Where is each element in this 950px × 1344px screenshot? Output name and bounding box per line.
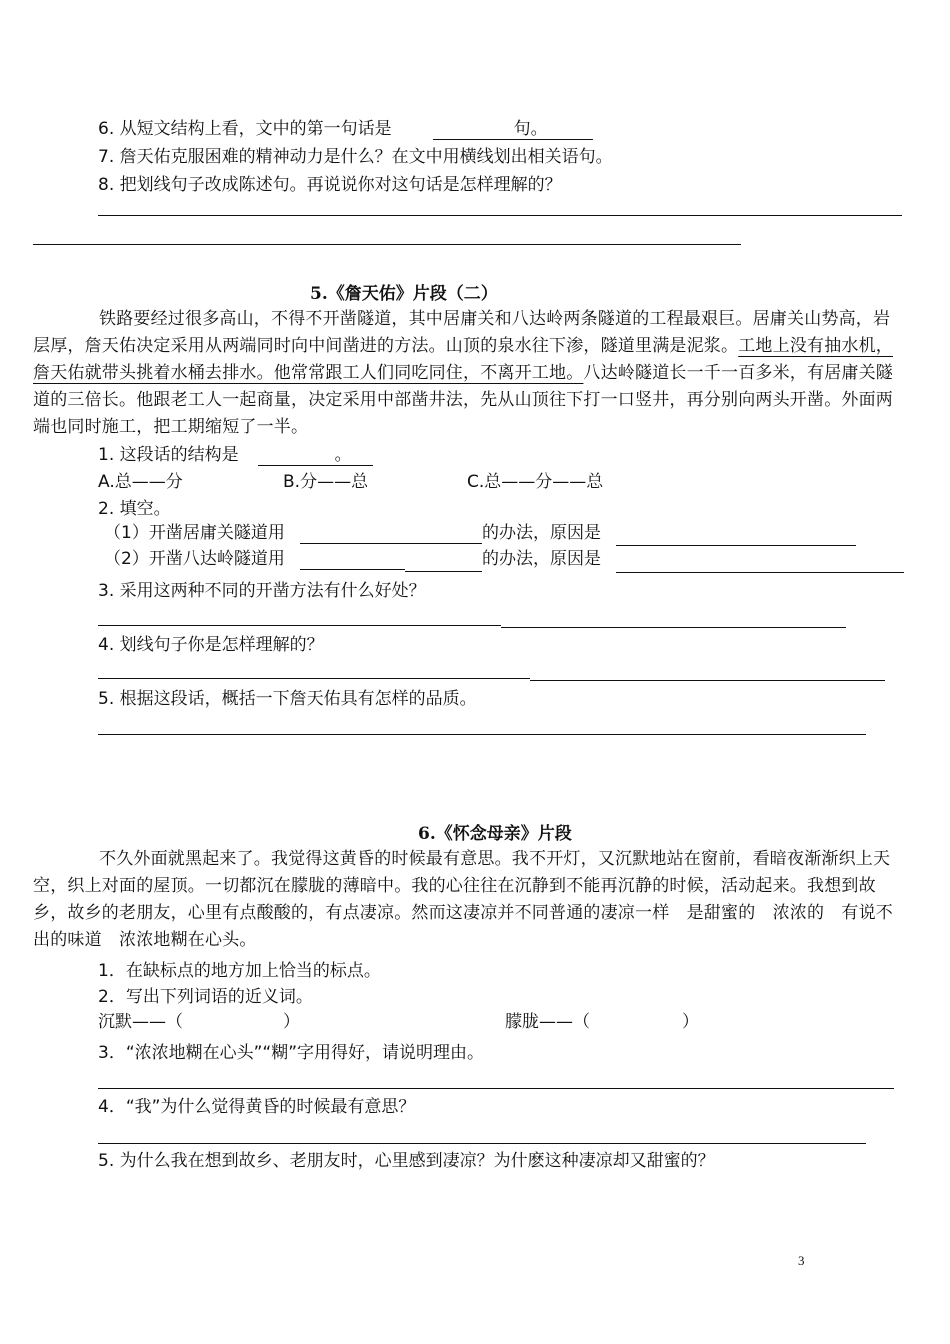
s6-question-4: 4．“我”为什么觉得黄昏的时候最有意思？ [98, 1097, 416, 1117]
s6-question-5: 5. 为什么我在想到故乡、老朋友时，心里感到凄凉？为什麽这种凄凉却又甜蜜的？ [98, 1151, 715, 1171]
option-a: A.总——分 [98, 472, 183, 492]
s5-question-3: 3. 采用这两种不同的开凿方法有什么好处？ [98, 581, 426, 601]
answer-line-s6-q3[interactable] [98, 1088, 894, 1089]
s6-question-3: 3．“浓浓地糊在心头”“糊”字用得好，请说明理由。 [98, 1043, 485, 1063]
section-6-title: 6.《怀念母亲》片段 [418, 824, 572, 844]
page-number: 3 [798, 1253, 805, 1268]
s5-q2-2-label: （2）开凿八达岭隧道用 [104, 549, 285, 569]
answer-line-q6[interactable] [433, 139, 593, 140]
answer-line-s5-q4-b[interactable] [530, 680, 885, 681]
answer-line-q8-1[interactable] [98, 215, 902, 216]
s5-question-1: 1. 这段话的结构是 。 [98, 445, 352, 465]
answer-line-q8-2a[interactable] [33, 244, 283, 245]
s5-question-2: 2. 填空。 [98, 499, 171, 519]
answer-line-s5-q5[interactable] [98, 734, 866, 735]
section-6-passage: 不久外面就黑起来了。我觉得这黄昏的时候最有意思。我不开灯，又沉默地站在窗前，看暗夜渐渐织上天空，织上对面的屋顶。一切都沉在朦胧的薄暗中。我的心往往在沉静到不能再沉静的时候，活动起来。我想到故乡，故乡的老朋友，心里有点酸酸的，有点凄凉。然而这凄凉并不同普通的凄凉一样 是甜蜜的 浓浓的 有说不出的味道 浓浓地糊在心头。 [33, 849, 893, 950]
answer-line-s5-q2-2-method-a[interactable] [300, 569, 405, 570]
question-7: 7. 詹天佑克服困难的精神动力是什么？在文中用横线划出相关语句。 [98, 147, 613, 167]
option-c: C.总——分——总 [467, 472, 604, 492]
answer-line-q8-2b[interactable] [283, 244, 741, 245]
section-5-passage: 铁路要经过很多高山，不得不开凿隧道，其中居庸关和八达岭两条隧道的工程最艰巨。居庸关山势高，岩层厚，詹天佑决定采用从两端同时向中间凿进的方法。山顶的泉水往下渗，隧道里满是泥浆。工地上没有抽水机，詹天佑就带头挑着水桶去排水。他常常跟工人们同吃同住，不离开工地。八达岭隧道长一千一百多米，有居庸关隧道的三倍长。他跟老工人一起商量，决定采用中部凿井法，先从山顶往下打一口竖井，再分别向两头开凿。外面两端也同时施工，把工期缩短了一半。 [33, 309, 894, 437]
underlined-sentence: 工地上没有抽水机，詹天佑就带头挑着水桶去排水。他常常跟工人们同吃同住，不离开工地。 [33, 336, 894, 383]
question-6: 6. 从短文结构上看，文中的第一句话是 句。 [98, 119, 548, 139]
s5-q2-2-mid: 的办法，原因是 [482, 549, 601, 569]
s5-q2-1-label: （1）开凿居庸关隧道用 [104, 523, 285, 543]
answer-line-s6-q4[interactable] [98, 1143, 866, 1144]
answer-line-s5-q4-a[interactable] [98, 678, 530, 679]
section-5-title: 5.《詹天佑》片段（二） [310, 284, 498, 304]
answer-line-s5-q3-b[interactable] [501, 627, 846, 628]
answer-line-s5-q1[interactable] [258, 465, 373, 466]
answer-line-s5-q2-2-reason[interactable] [616, 572, 904, 573]
question-8: 8. 把划线句子改成陈述句。再说说你对这句话是怎样理解的？ [98, 175, 562, 195]
s5-q2-1-mid: 的办法，原因是 [482, 523, 601, 543]
s5-question-4: 4. 划线句子你是怎样理解的？ [98, 635, 324, 655]
synonym-item-1: 沉默——（ ） [98, 1012, 300, 1032]
option-b: B.分——总 [283, 472, 369, 492]
answer-line-s5-q2-1-method[interactable] [300, 543, 482, 544]
answer-line-s5-q3-a[interactable] [98, 625, 501, 626]
s6-question-2: 2．写出下列词语的近义词。 [98, 987, 313, 1007]
s5-question-5: 5. 根据这段话，概括一下詹天佑具有怎样的品质。 [98, 689, 477, 709]
synonym-item-2: 朦胧——（ ） [505, 1012, 699, 1032]
answer-line-s5-q2-2-method-b[interactable] [405, 571, 482, 572]
answer-line-s5-q2-1-reason[interactable] [616, 545, 856, 546]
s6-question-1: 1．在缺标点的地方加上恰当的标点。 [98, 961, 381, 981]
